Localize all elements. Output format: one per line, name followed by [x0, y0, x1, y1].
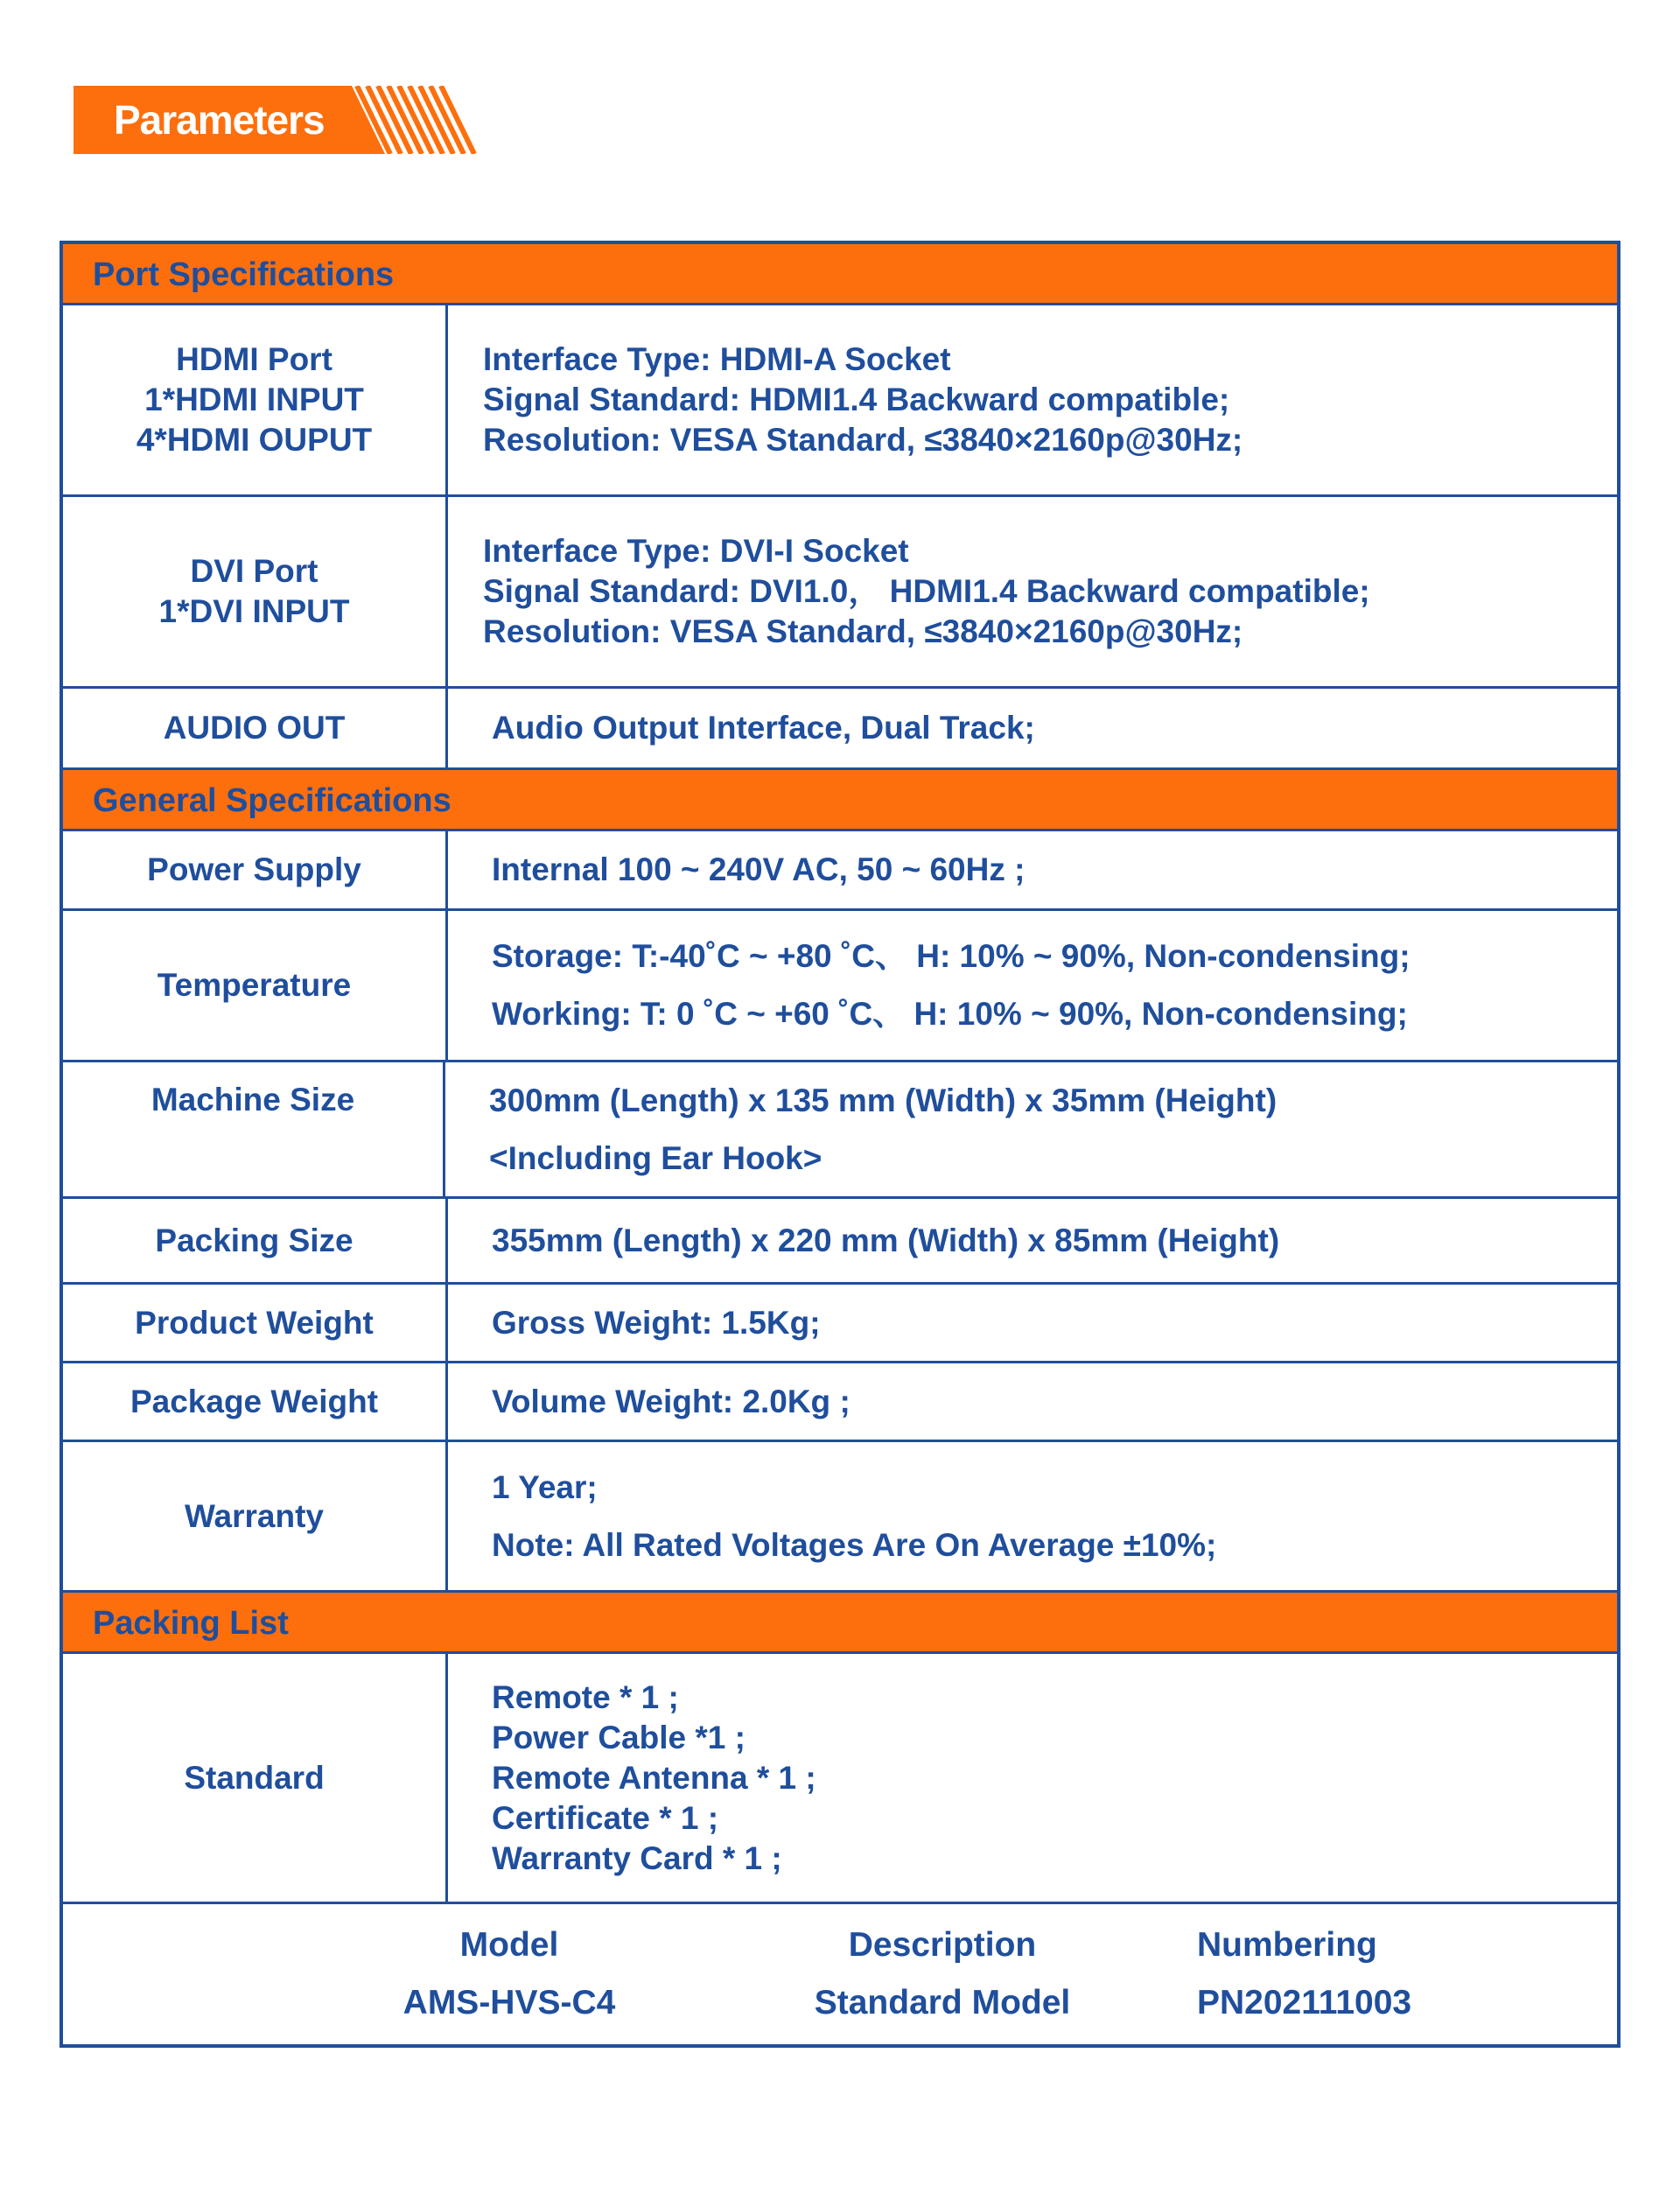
- value-line: 300mm (Length) x 135 mm (Width) x 35mm (Height): [489, 1082, 1278, 1118]
- model-value: AMS-HVS-C4: [402, 1984, 616, 2021]
- section-header-port: Port Specifications: [63, 244, 1617, 305]
- row-label: [63, 1654, 448, 1902]
- value-line: Resolution: VESA Standard, ≤3840×2160p@30Hz;: [483, 422, 1243, 458]
- label-line: 4*HDMI OUPUT: [136, 422, 373, 458]
- value-line: <Including Ear Hook>: [489, 1139, 822, 1176]
- numbering-value: PN202111003: [1197, 1984, 1412, 2021]
- row-value: [448, 1199, 1617, 1282]
- row-label: [63, 689, 448, 767]
- value-line: Remote Antenna * 1 ;: [492, 1759, 816, 1796]
- row-label: [63, 1442, 448, 1590]
- section-header-packing: Packing List: [63, 1593, 1617, 1654]
- row-label: [63, 831, 448, 908]
- table-row-package-weight: [63, 1363, 1617, 1442]
- value-line: Audio Output Interface, Dual Track;: [492, 710, 1035, 746]
- value-line: Internal 100 ~ 240V AC, 50 ~ 60Hz ;: [492, 851, 1026, 887]
- numbering-column: [1197, 1904, 1547, 2032]
- row-label: [63, 1062, 445, 1196]
- parameters-banner: [74, 86, 494, 154]
- value-line: Gross Weight: 1.5Kg;: [492, 1304, 821, 1341]
- label-line: Power Supply: [147, 851, 361, 887]
- label-line: Temperature: [157, 967, 352, 1003]
- label-line: 1*HDMI INPUT: [144, 382, 364, 417]
- row-label: [63, 1285, 448, 1361]
- section-header-general: General Specifications: [63, 770, 1617, 831]
- table-row-audio-out: [63, 689, 1617, 770]
- spec-table: [60, 241, 1620, 2048]
- value-line: Note: All Rated Voltages Are On Average ±10%;: [492, 1526, 1217, 1563]
- table-row-warranty: [63, 1442, 1617, 1593]
- row-value: [448, 689, 1617, 767]
- value-line: Working: T: 0 ˚C ~ +60 ˚C、 H: 10% ~ 90%, Non-condensing;: [492, 996, 1408, 1032]
- row-value: [448, 497, 1617, 686]
- label-line: DVI Port: [190, 553, 318, 589]
- row-value: [448, 1654, 1617, 1902]
- numbering-header: Numbering: [1197, 1926, 1377, 1964]
- description-value: Standard Model: [814, 1984, 1071, 2021]
- label-line: Product Weight: [135, 1304, 374, 1341]
- value-line: Remote * 1 ;: [492, 1678, 679, 1715]
- row-value: [448, 1442, 1617, 1590]
- value-line: 1 Year;: [492, 1468, 598, 1505]
- value-line: Signal Standard: DVI1.0， HDMI1.4 Backward compatible;: [483, 573, 1370, 609]
- model-header: Model: [459, 1926, 559, 1964]
- label-line: Standard: [184, 1759, 325, 1796]
- label-line: Warranty: [184, 1497, 324, 1534]
- table-row-product-weight: [63, 1285, 1617, 1363]
- row-label: [63, 305, 448, 494]
- banner-title: Parameters: [114, 97, 325, 143]
- value-line: Volume Weight: 2.0Kg ;: [492, 1383, 850, 1419]
- row-label: [63, 911, 448, 1060]
- label-line: Machine Size: [150, 1082, 355, 1118]
- table-row-dvi-port: [63, 497, 1617, 689]
- description-column: [780, 1904, 1104, 2032]
- row-value: [448, 831, 1617, 908]
- value-line: Power Cable *1 ;: [492, 1719, 746, 1755]
- row-label: [63, 1199, 448, 1282]
- value-line: Resolution: VESA Standard, ≤3840×2160p@30Hz;: [483, 613, 1243, 649]
- value-line: Interface Type: DVI-I Socket: [483, 533, 909, 569]
- model-table: [63, 1904, 1617, 2044]
- value-line: Warranty Card * 1 ;: [492, 1839, 782, 1876]
- value-line: Interface Type: HDMI-A Socket: [483, 341, 951, 377]
- value-line: Certificate * 1 ;: [492, 1799, 719, 1836]
- description-header: Description: [848, 1926, 1037, 1964]
- row-value: [448, 1363, 1617, 1440]
- label-line: 1*DVI INPUT: [158, 593, 350, 629]
- label-line: HDMI Port: [176, 341, 332, 377]
- table-row-power-supply: [63, 831, 1617, 911]
- row-value: [448, 911, 1617, 1060]
- table-row-machine-size: [63, 1062, 1617, 1199]
- row-label: [63, 497, 448, 686]
- label-line: Packing Size: [155, 1222, 354, 1258]
- value-line: Signal Standard: HDMI1.4 Backward compatible;: [483, 382, 1230, 417]
- row-value: [445, 1062, 1617, 1196]
- table-row-temperature: [63, 911, 1617, 1062]
- row-value: [448, 305, 1617, 494]
- row-label: [63, 1363, 448, 1440]
- table-row-standard: [63, 1654, 1617, 1904]
- label-line: AUDIO OUT: [163, 710, 346, 746]
- row-value: [448, 1285, 1617, 1361]
- label-line: Package Weight: [130, 1383, 379, 1419]
- table-row-hdmi-port: [63, 305, 1617, 497]
- model-column: [396, 1904, 623, 2032]
- value-line: 355mm (Length) x 220 mm (Width) x 85mm (Height): [492, 1222, 1280, 1258]
- value-line: Storage: T:-40˚C ~ +80 ˚C、 H: 10% ~ 90%, Non-condensing;: [492, 938, 1410, 974]
- table-row-packing-size: [63, 1199, 1617, 1285]
